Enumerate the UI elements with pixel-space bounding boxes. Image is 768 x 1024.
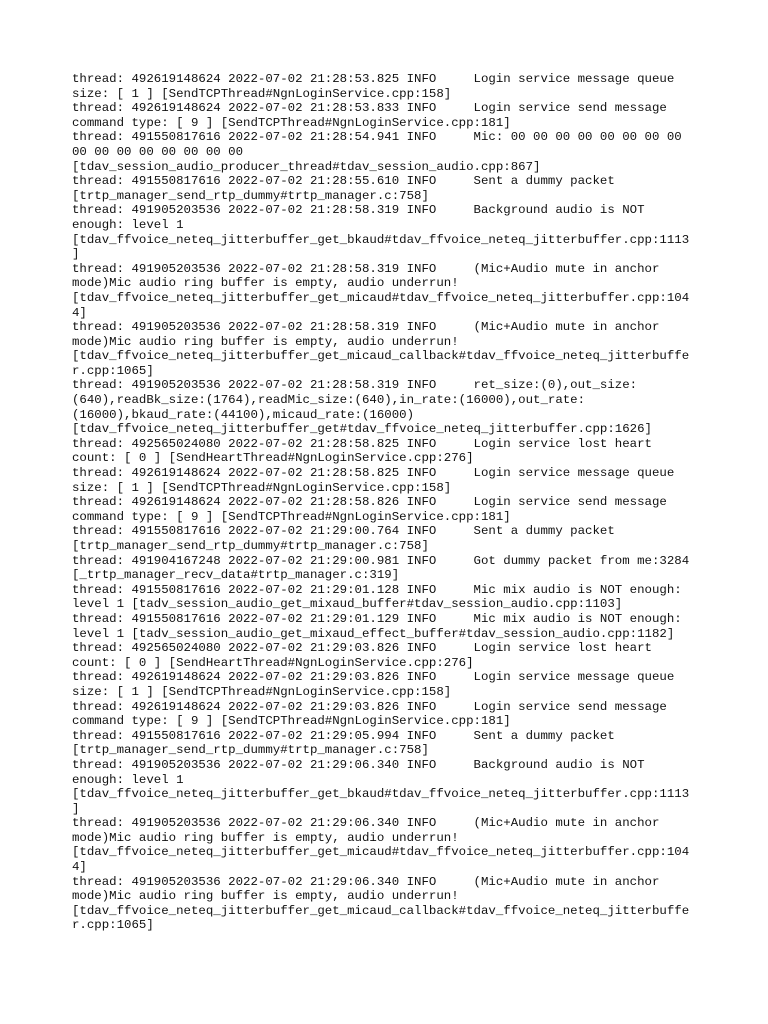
log-line: size: [ 1 ] [SendTCPThread#NgnLoginService.cpp:158]	[72, 480, 452, 495]
log-line: thread: 492619148624 2022-07-02 21:28:53.825 INFO Login service message queue	[72, 72, 675, 86]
log-line: [tdav_ffvoice_neteq_jitterbuffer_get_micaud_callback#tdav_ffvoice_neteq_jitterbuffe	[72, 903, 690, 918]
log-line: [trtp_manager_send_rtp_dummy#trtp_manager.c:758]	[72, 743, 429, 758]
log-line: thread: 491905203536 2022-07-02 21:29:06.340 INFO (Mic+Audio mute in anchor	[72, 816, 660, 831]
log-line: [tdav_ffvoice_neteq_jitterbuffer_get#tdav_ffvoice_neteq_jitterbuffer.cpp:1626]	[72, 422, 652, 437]
log-line: [tdav_ffvoice_neteq_jitterbuffer_get_bkaud#tdav_ffvoice_neteq_jitterbuffer.cpp:1113	[72, 232, 690, 247]
log-line: 4]	[72, 860, 87, 875]
log-line: thread: 491905203536 2022-07-02 21:29:06.340 INFO Background audio is NOT	[72, 757, 645, 772]
log-line: mode)Mic audio ring buffer is empty, audio underrun!	[72, 830, 459, 845]
log-line: [tdav_ffvoice_neteq_jitterbuffer_get_micaud_callback#tdav_ffvoice_neteq_jitterbuffe	[72, 349, 690, 364]
log-line: thread: 492619148624 2022-07-02 21:29:03.826 INFO Login service message queue	[72, 670, 675, 685]
log-line: count: [ 0 ] [SendHeartThread#NgnLoginService.cpp:276]	[72, 655, 474, 670]
log-line: level 1 [tadv_session_audio_get_mixaud_buffer#tdav_session_audio.cpp:1103]	[72, 597, 623, 612]
log-line: thread: 491550817616 2022-07-02 21:29:00.764 INFO Sent a dummy packet	[72, 524, 615, 539]
log-line: [tdav_ffvoice_neteq_jitterbuffer_get_micaud#tdav_ffvoice_neteq_jitterbuffer.cpp:104	[72, 290, 690, 305]
log-line: thread: 492619148624 2022-07-02 21:28:53.833 INFO Login service send message	[72, 101, 667, 116]
log-line: thread: 492565024080 2022-07-02 21:28:58.825 INFO Login service lost heart	[72, 436, 652, 451]
log-line: command type: [ 9 ] [SendTCPThread#NgnLoginService.cpp:181]	[72, 115, 511, 130]
log-line: thread: 491550817616 2022-07-02 21:29:05.994 INFO Sent a dummy packet	[72, 728, 615, 743]
log-line: thread: 491550817616 2022-07-02 21:28:55.610 INFO Sent a dummy packet	[72, 174, 615, 189]
log-line: thread: 492619148624 2022-07-02 21:28:58.826 INFO Login service send message	[72, 495, 667, 510]
log-line: thread: 491905203536 2022-07-02 21:29:06.340 INFO (Mic+Audio mute in anchor	[72, 874, 660, 889]
log-line: [tdav_ffvoice_neteq_jitterbuffer_get_bkaud#tdav_ffvoice_neteq_jitterbuffer.cpp:1113	[72, 787, 690, 802]
log-line: ]	[72, 247, 80, 262]
log-line: thread: 491550817616 2022-07-02 21:28:54.941 INFO Mic: 00 00 00 00 00 00 00 00	[72, 130, 682, 145]
log-line: r.cpp:1065]	[72, 918, 154, 933]
log-line: thread: 491905203536 2022-07-02 21:28:58.319 INFO ret_size:(0),out_size:	[72, 378, 638, 393]
log-line: thread: 491905203536 2022-07-02 21:28:58.319 INFO (Mic+Audio mute in anchor	[72, 261, 660, 276]
log-line: thread: 491905203536 2022-07-02 21:28:58.319 INFO (Mic+Audio mute in anchor	[72, 320, 660, 335]
log-line: [_trtp_manager_recv_data#trtp_manager.c:319]	[72, 568, 400, 583]
log-line: (640),readBk_size:(1764),readMic_size:(640),in_rate:(16000),out_rate:	[72, 393, 586, 408]
log-line: thread: 491904167248 2022-07-02 21:29:00.981 INFO Got dummy packet from me:3284	[72, 553, 690, 568]
log-line: mode)Mic audio ring buffer is empty, audio underrun!	[72, 889, 459, 904]
log-line: [trtp_manager_send_rtp_dummy#trtp_manager.c:758]	[72, 188, 429, 203]
log-line: count: [ 0 ] [SendHeartThread#NgnLoginService.cpp:276]	[72, 451, 474, 466]
log-line: thread: 492565024080 2022-07-02 21:29:03.826 INFO Login service lost heart	[72, 641, 652, 656]
log-line: r.cpp:1065]	[72, 363, 154, 378]
log-line: enough: level 1	[72, 217, 184, 232]
log-line: command type: [ 9 ] [SendTCPThread#NgnLoginService.cpp:181]	[72, 509, 511, 524]
log-line: thread: 491550817616 2022-07-02 21:29:01.128 INFO Mic mix audio is NOT enough:	[72, 582, 682, 597]
log-line: 4]	[72, 305, 87, 320]
log-line: [tdav_session_audio_producer_thread#tdav_session_audio.cpp:867]	[72, 159, 541, 174]
log-line: thread: 491550817616 2022-07-02 21:29:01.129 INFO Mic mix audio is NOT enough:	[72, 611, 682, 626]
log-line: size: [ 1 ] [SendTCPThread#NgnLoginService.cpp:158]	[72, 86, 452, 101]
log-line: size: [ 1 ] [SendTCPThread#NgnLoginService.cpp:158]	[72, 684, 452, 699]
log-line: mode)Mic audio ring buffer is empty, audio underrun!	[72, 276, 459, 291]
log-line: thread: 492619148624 2022-07-02 21:28:58.825 INFO Login service message queue	[72, 466, 675, 481]
log-line: ]	[72, 801, 80, 816]
log-text	[72, 72, 702, 933]
log-line: command type: [ 9 ] [SendTCPThread#NgnLoginService.cpp:181]	[72, 714, 511, 729]
log-line: thread: 492619148624 2022-07-02 21:29:03.826 INFO Login service send message	[72, 699, 667, 714]
log-line: thread: 491905203536 2022-07-02 21:28:58.319 INFO Background audio is NOT	[72, 203, 645, 218]
log-line: mode)Mic audio ring buffer is empty, audio underrun!	[72, 334, 459, 349]
document-page	[72, 72, 702, 933]
log-line: (16000),bkaud_rate:(44100),micaud_rate:(16000)	[72, 407, 415, 422]
log-line: enough: level 1	[72, 772, 184, 787]
log-line: 00 00 00 00 00 00 00 00	[72, 144, 244, 159]
log-line: [tdav_ffvoice_neteq_jitterbuffer_get_micaud#tdav_ffvoice_neteq_jitterbuffer.cpp:104	[72, 845, 690, 860]
log-line: [trtp_manager_send_rtp_dummy#trtp_manager.c:758]	[72, 539, 429, 553]
log-line: level 1 [tadv_session_audio_get_mixaud_effect_buffer#tdav_session_audio.cpp:1182]	[72, 626, 675, 641]
